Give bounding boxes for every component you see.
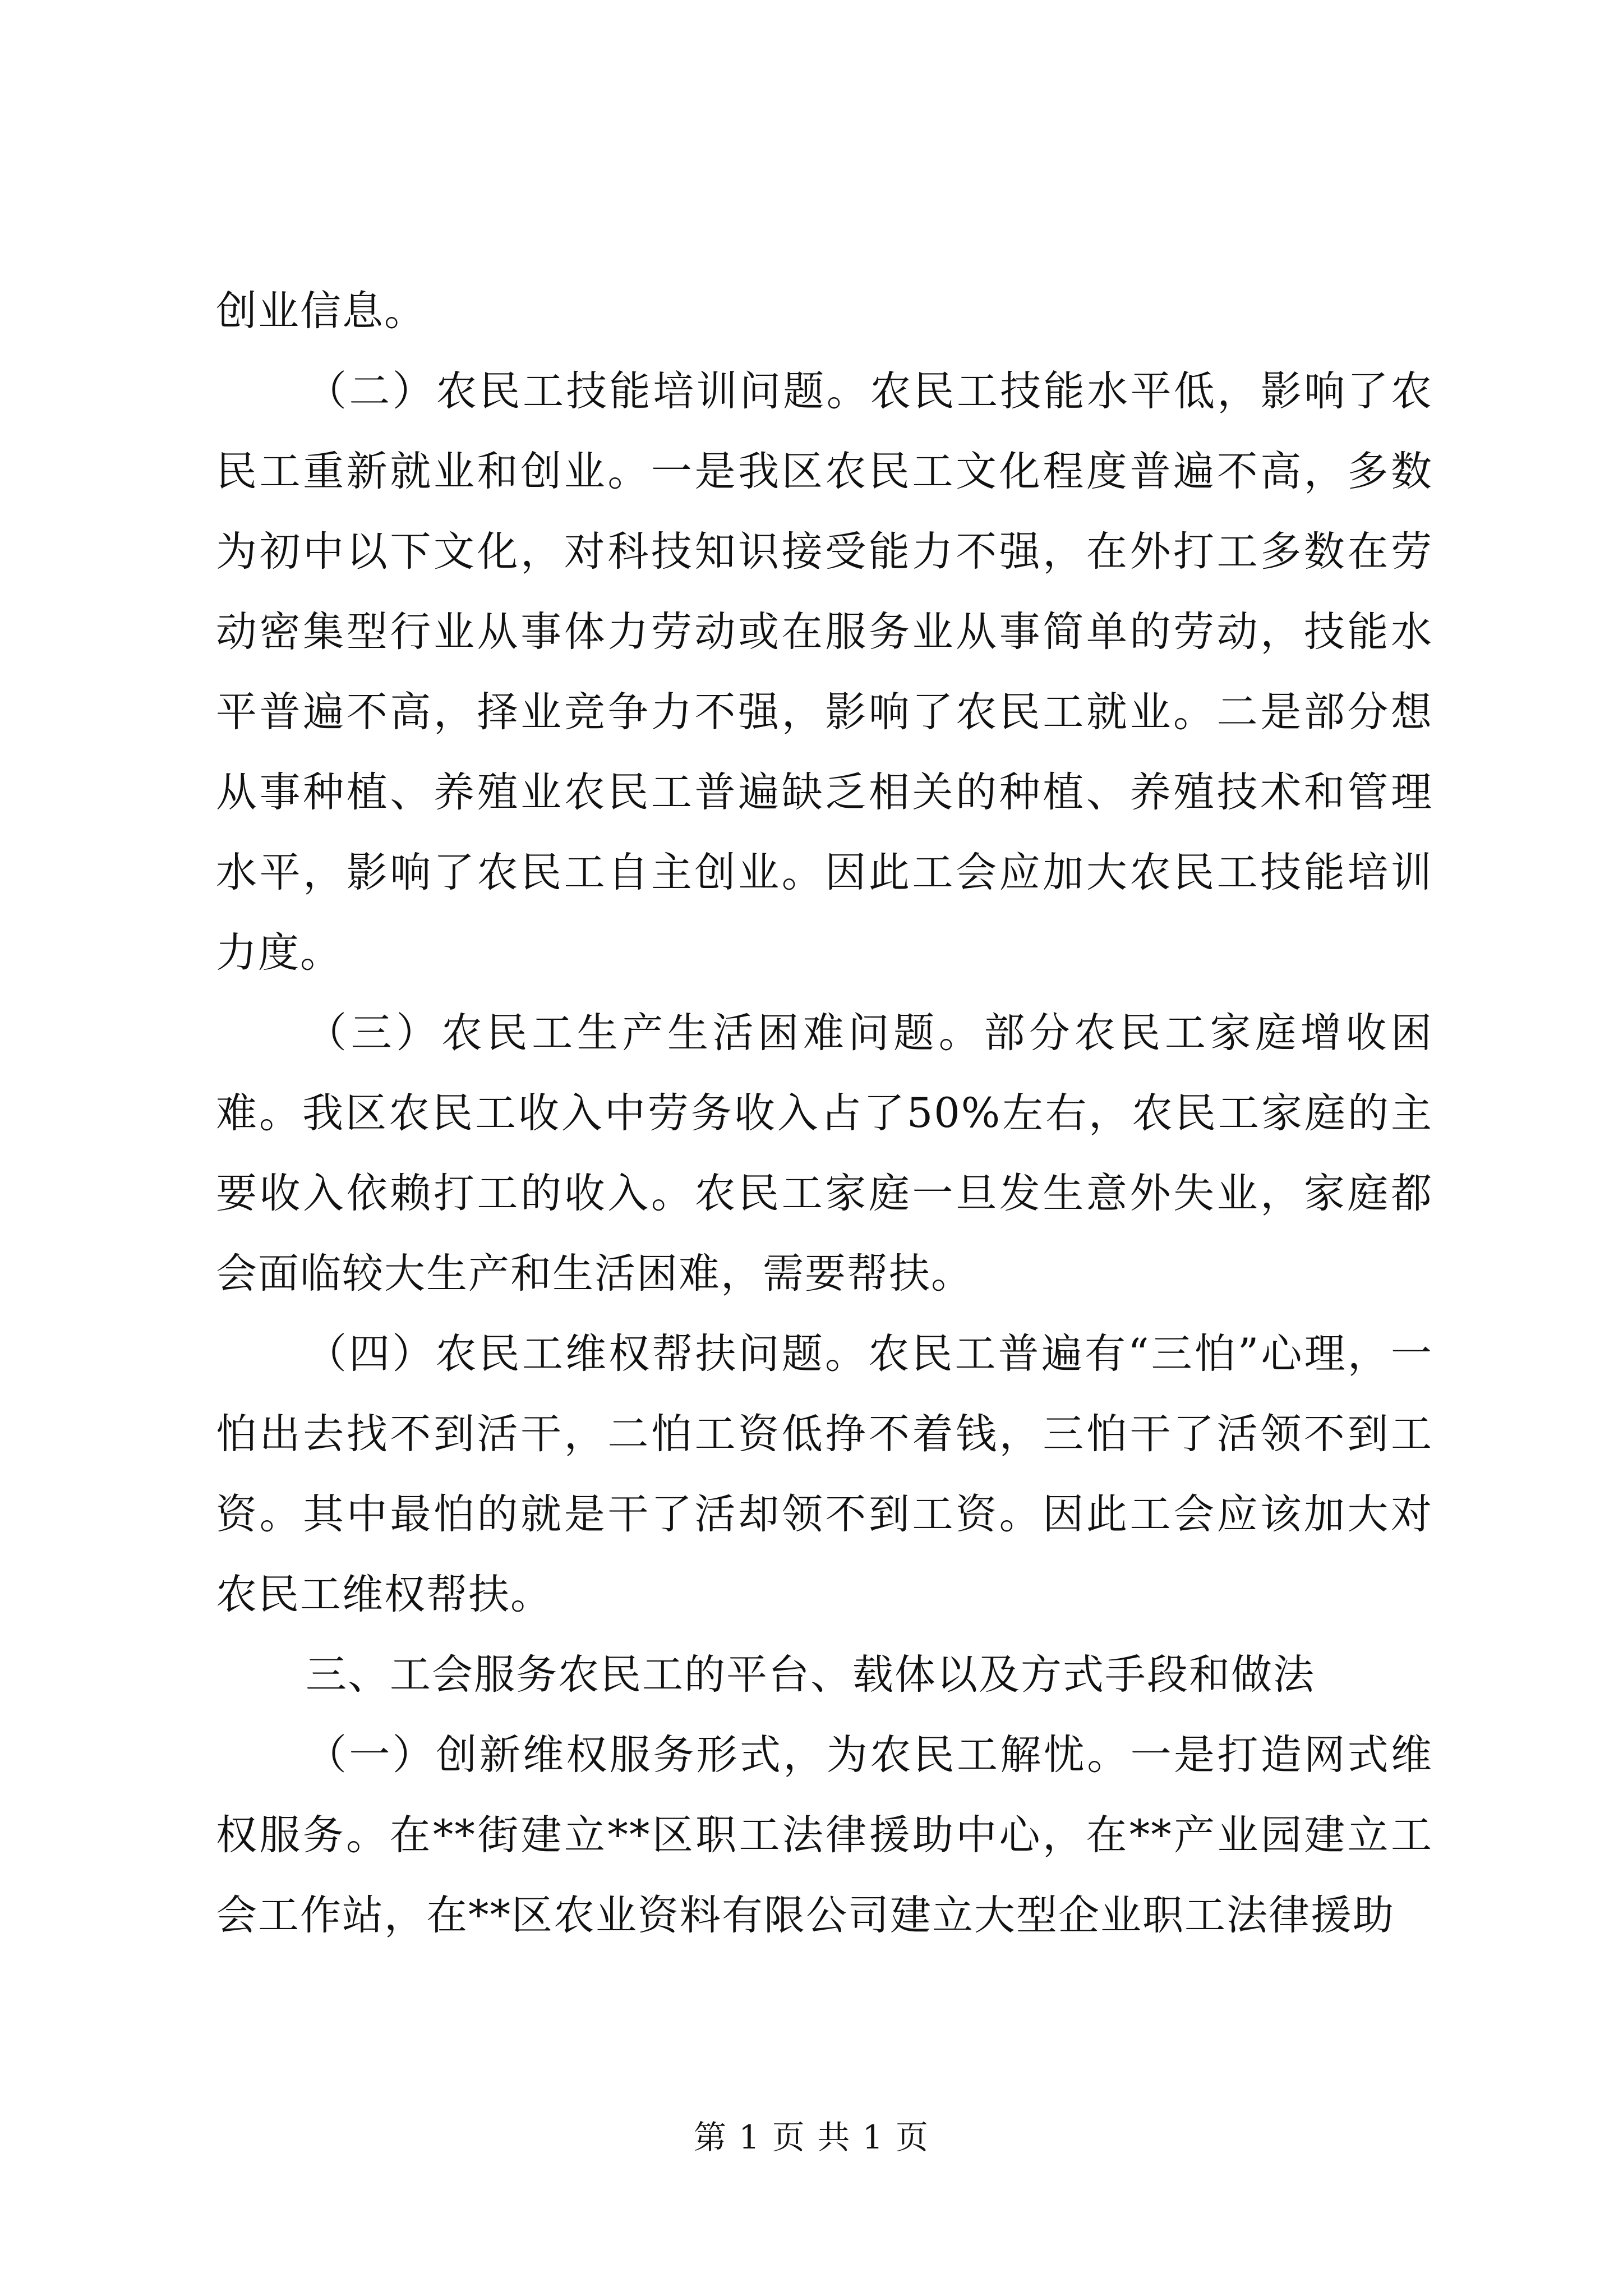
paragraph-skills-training: （二）农民工技能培训问题。农民工技能水平低，影响了农民工重新就业和创业。一是我区农民工文化程度普遍不高，多数为初中以下文化，对科技知识接受能力不强，在外打工多数在劳动密集型行业从事体力劳动或在服务业从事简单的劳动，技能水平普遍不高，择业竞争力不强，影响了农民工就业。二是部分想从事种植、养殖业农民工普遍缺乏相关的种植、养殖技术和管理水平，影响了农民工自主创业。因此工会应加大农民工技能培训力度。 [216, 367, 1433, 977]
section-heading-three: 三、工会服务农民工的平台、载体以及方式手段和做法 [306, 1651, 1315, 1699]
paragraph-service-innovation: （一）创新维权服务形式，为农民工解忧。一是打造网式维权服务。在**街建立**区职工法律援助中心，在**产业园建立工会工作站，在**区农业资料有限公司建立大型企业职工法律援助 [216, 1731, 1433, 1939]
paragraph-continuation: 创业信息。 [216, 287, 426, 335]
paragraph-rights-assistance: （四）农民工维权帮扶问题。农民工普遍有“三怕”心理，一怕出去找不到活干，二怕工资低挣不着钱，三怕干了活领不到工资。其中最怕的就是干了活却领不到工资。因此工会应该加大对农民工维权帮扶。 [216, 1330, 1433, 1618]
page-footer: 第 1 页 共 1 页 [694, 2118, 929, 2156]
document-body [216, 271, 1433, 1955]
paragraph-living-difficulties: （三）农民工生产生活困难问题。部分农民工家庭增收困难。我区农民工收入中劳务收入占了50%左右，农民工家庭的主要收入依赖打工的收入。农民工家庭一旦发生意外失业，家庭都会面临较大生产和生活困难，需要帮扶。 [216, 1009, 1433, 1297]
